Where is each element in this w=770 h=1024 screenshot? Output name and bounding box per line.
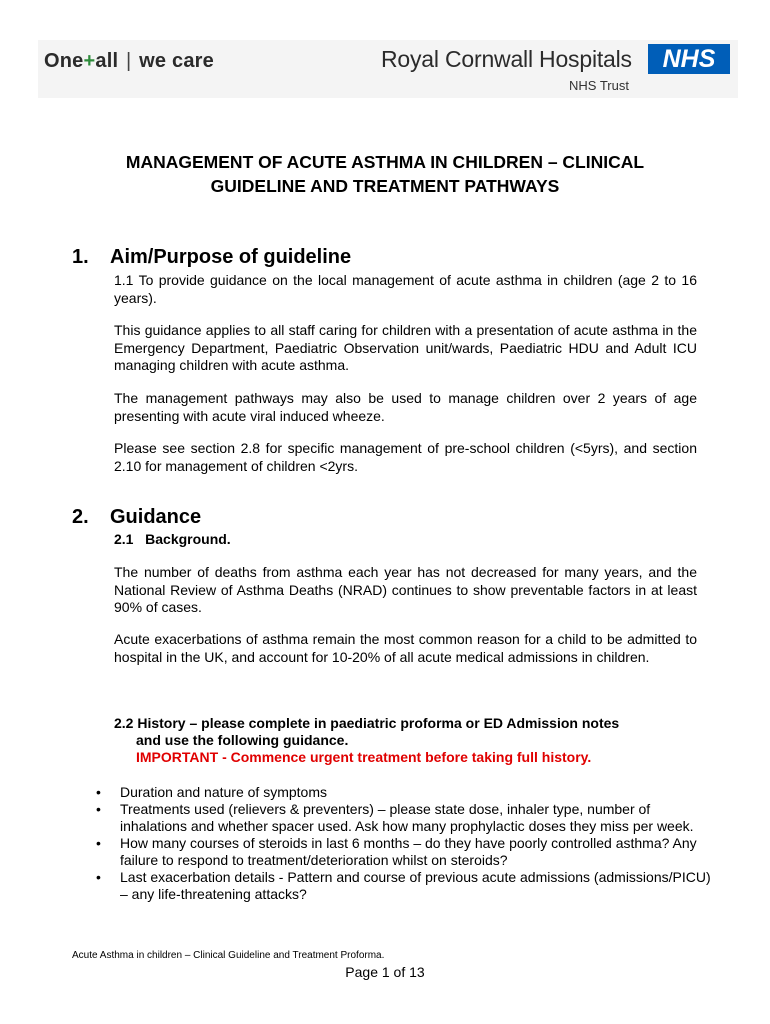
section-1-number: 1. bbox=[72, 246, 89, 268]
list-item-text: Last exacerbation details - Pattern and course of previous acute admissions (admissions/PICU) – any life-threatening attacks? bbox=[120, 869, 711, 902]
nhs-logo bbox=[648, 44, 730, 74]
bullet-icon: • bbox=[96, 835, 101, 851]
history-line-2: and use the following guidance. bbox=[136, 732, 349, 748]
list-item-text: How many courses of steroids in last 6 months – do they have poorly controlled asthma? Any failure to respond to treatment/deterioration whilst on steroids? bbox=[120, 835, 697, 868]
bullet-icon: • bbox=[96, 801, 101, 817]
section-1-title: Aim/Purpose of guideline bbox=[110, 246, 352, 268]
slogan-plus: + bbox=[83, 50, 96, 72]
document-title bbox=[50, 150, 720, 198]
slogan-all: all bbox=[95, 50, 119, 72]
section-2-heading bbox=[72, 506, 201, 529]
important-notice: IMPORTANT - Commence urgent treatment before taking full history. bbox=[136, 749, 592, 765]
list-item bbox=[96, 801, 716, 835]
list-item bbox=[96, 835, 716, 869]
section-1-heading bbox=[72, 246, 351, 269]
section-1-paragraph-1: 1.1 To provide guidance on the local management of acute asthma in children (age 2 to 16 years). bbox=[114, 272, 697, 306]
organisation-subtitle: NHS Trust bbox=[569, 78, 629, 93]
document-header bbox=[38, 40, 738, 98]
trust-slogan bbox=[44, 50, 214, 73]
section-2-title: Guidance bbox=[110, 506, 202, 528]
title-line-1: MANAGEMENT OF ACUTE ASTHMA IN CHILDREN – CLINICAL bbox=[125, 152, 645, 172]
history-subheading bbox=[114, 715, 704, 766]
background-subheading: 2.1 Background. bbox=[114, 531, 231, 547]
footer-note: Acute Asthma in children – Clinical Guideline and Treatment Proforma. bbox=[72, 950, 385, 961]
list-item bbox=[96, 869, 716, 903]
history-checklist bbox=[96, 784, 716, 903]
section-2-paragraph-1: The number of deaths from asthma each year has not decreased for many years, and the National Review of Asthma Deaths (NRAD) continues to show preventable factors in at least 90% of cases. bbox=[114, 564, 697, 615]
page-number: Page 1 of 13 bbox=[345, 964, 425, 980]
bullet-icon: • bbox=[96, 784, 101, 800]
slogan-separator: | bbox=[126, 50, 132, 72]
bullet-icon: • bbox=[96, 869, 101, 885]
slogan-one: One bbox=[44, 50, 84, 72]
section-2-number: 2. bbox=[72, 506, 89, 528]
list-item bbox=[96, 784, 716, 801]
list-item-text: Duration and nature of symptoms bbox=[120, 784, 327, 800]
slogan-care: we care bbox=[139, 50, 214, 72]
section-1-paragraph-2: This guidance applies to all staff caring for children with a presentation of acute asthma in the Emergency Department, Paediatric Observation unit/wards, Paediatric HDU and Adult ICU managing children with acute asthma. bbox=[114, 322, 697, 373]
title-line-2: GUIDELINE AND TREATMENT PATHWAYS bbox=[210, 176, 560, 196]
list-item-text: Treatments used (relievers & preventers) – please state dose, inhaler type, number of inhalations and whether spacer used. Ask how many prophylactic doses they miss per week. bbox=[120, 801, 694, 834]
section-1-paragraph-4: Please see section 2.8 for specific management of pre-school children (<5yrs), and section 2.10 for management of children <2yrs. bbox=[114, 440, 697, 474]
history-line-1: 2.2 History – please complete in paediatric proforma or ED Admission notes bbox=[114, 715, 620, 731]
organisation-name: Royal Cornwall Hospitals bbox=[381, 46, 632, 72]
section-2-paragraph-2: Acute exacerbations of asthma remain the most common reason for a child to be admitted to hospital in the UK, and account for 10-20% of all acute medical admissions in children. bbox=[114, 631, 697, 665]
nhs-logo-text: NHS bbox=[662, 45, 716, 73]
section-1-paragraph-3: The management pathways may also be used to manage children over 2 years of age presenting with acute viral induced wheeze. bbox=[114, 390, 697, 424]
